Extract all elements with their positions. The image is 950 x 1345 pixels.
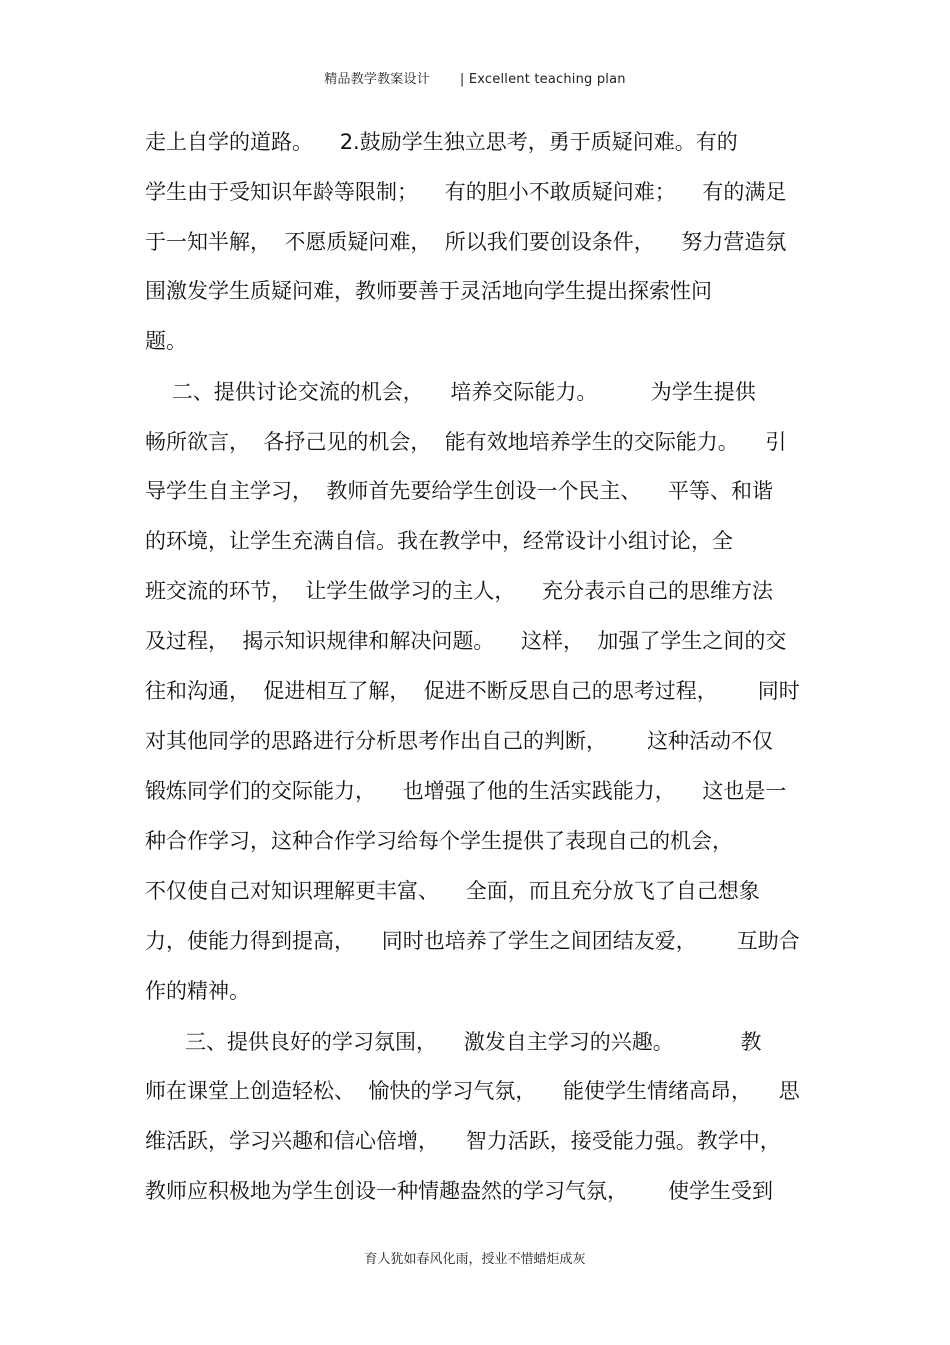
text-line: 往和沟通， 促进相互了解， 促进不断反思自己的思考过程， 同时 <box>145 679 800 703</box>
header-title-en: | Excellent teaching plan <box>459 72 626 87</box>
text-line: 导学生自主学习， 教师首先要给学生创设一个民主、 平等、和谐 <box>145 479 774 503</box>
text-line: 维活跃，学习兴趣和信心倍增， 智力活跃，接受能力强。教学中， <box>145 1129 781 1153</box>
text-line: 及过程， 揭示知识规律和解决问题。 这样， 加强了学生之间的交 <box>145 629 787 653</box>
text-line: 围激发学生质疑问难，教师要善于灵活地向学生提出探索性问 <box>145 279 712 303</box>
text-line: 种合作学习，这种合作学习给每个学生提供了表现自己的机会， <box>145 829 733 853</box>
text-line: 师在课堂上创造轻松、 愉快的学习气氛， 能使学生情绪高昂， 思 <box>145 1079 800 1103</box>
header-title-cn: 精品教学教案设计 <box>324 72 430 87</box>
text-line: 三、提供良好的学习氛围， 激发自主学习的兴趣。 教 <box>145 1030 762 1054</box>
text-line: 学生由于受知识年龄等限制； 有的胆小不敢质疑问难； 有的满足 <box>145 180 787 204</box>
text-line: 题。 <box>145 329 187 353</box>
text-line: 于一知半解， 不愿质疑问难， 所以我们要创设条件， 努力营造氛 <box>145 230 787 254</box>
text-line: 畅所欲言， 各抒己见的机会， 能有效地培养学生的交际能力。 引 <box>145 430 787 454</box>
text-line: 教师应积极地为学生创设一种情趣盎然的学习气氛， 使学生受到 <box>145 1179 774 1203</box>
text-line: 班交流的环节， 让学生做学习的主人， 充分表示自己的思维方法 <box>145 579 774 603</box>
text-line: 二、提供讨论交流的机会， 培养交际能力。 为学生提供 <box>145 380 756 404</box>
text-line: 的环境，让学生充满自信。我在教学中，经常设计小组讨论，全 <box>145 529 733 553</box>
text-line: 不仅使自己对知识理解更丰富、 全面，而且充分放飞了自己想象 <box>145 879 760 903</box>
text-line: 对其他同学的思路进行分析思考作出自己的判断， 这种活动不仅 <box>145 729 774 753</box>
page-footer: 育人犹如春风化雨，授业不惜蜡炬成灰 <box>364 1252 586 1267</box>
text-line: 力，使能力得到提高， 同时也培养了学生之间团结友爱， 互助合 <box>145 929 800 953</box>
text-line: 锻炼同学们的交际能力， 也增强了他的生活实践能力， 这也是一 <box>145 779 787 803</box>
text-line: 作的精神。 <box>145 979 250 1003</box>
text-line: 走上自学的道路。 2.鼓励学生独立思考，勇于质疑问难。有的 <box>145 130 738 154</box>
